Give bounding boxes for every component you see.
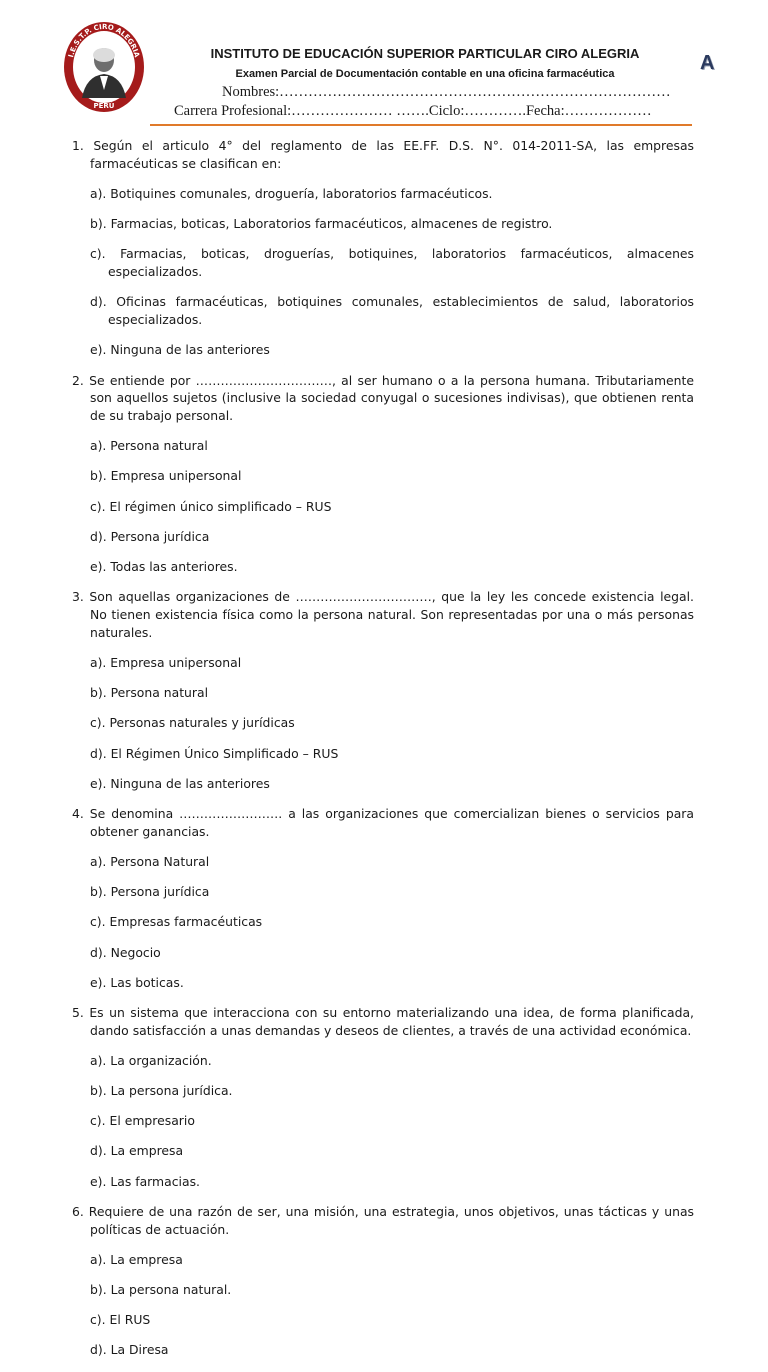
question-stem: 5. Es un sistema que interacciona con su entorno materializando una idea, de forma planificada, dando satisfacción a unas demandas y deseos de clientes, a través de una actividad económica.	[72, 1004, 694, 1038]
answer-option[interactable]: c). El RUS	[90, 1312, 151, 1328]
question-stem: 4. Se denomina ……………………. a las organizaciones que comercializan bienes o servicios para obtener ganancias.	[72, 805, 694, 839]
answer-option[interactable]: d). Persona jurídica	[90, 528, 210, 544]
answer-option[interactable]: a). Persona natural	[90, 438, 208, 454]
answer-option[interactable]: c). Personas naturales y jurídicas	[90, 715, 295, 731]
answer-option[interactable]: e). Ninguna de las anteriores	[90, 775, 270, 791]
exam-version: A	[700, 52, 715, 74]
exam-title: Examen Parcial de Documentación contable en una oficina farmacéutica	[235, 68, 615, 80]
exam-header	[0, 0, 768, 132]
question-2	[72, 372, 694, 576]
answer-option[interactable]: b). Persona natural	[90, 685, 209, 701]
answer-option[interactable]: b). Persona jurídica	[90, 884, 210, 900]
answer-option[interactable]: b). La persona natural.	[90, 1281, 232, 1297]
answer-option[interactable]: b). Empresa unipersonal	[90, 468, 242, 484]
question-stem: 1. Según el articulo 4° del reglamento de las EE.FF. D.S. N°. 014-2011-SA, las empresas farmacéuticas se clasifican en:	[72, 138, 694, 171]
exam-questions	[72, 137, 694, 1372]
answer-option[interactable]: a). Empresa unipersonal	[90, 655, 242, 671]
answer-option[interactable]: d). Negocio	[90, 944, 161, 960]
answer-option[interactable]: e). Las boticas.	[90, 974, 184, 990]
names-field[interactable]: Nombres:………………………………………………………………………	[222, 84, 671, 100]
question-4	[72, 805, 694, 992]
answer-option[interactable]: b). Farmacias, boticas, Laboratorios farmacéuticos, almacenes de registro.	[90, 216, 553, 232]
answer-option[interactable]: a). La organización.	[90, 1052, 212, 1068]
institution-name: INSTITUTO DE EDUCACIÓN SUPERIOR PARTICULAR CIRO ALEGRIA	[210, 46, 640, 61]
question-3	[72, 588, 694, 792]
answer-option[interactable]: a). Botiquines comunales, droguería, laboratorios farmacéuticos.	[90, 185, 493, 201]
institution-logo	[62, 20, 146, 114]
career-cycle-date-field[interactable]: Carrera Profesional:………………… …….Ciclo:………….Fecha:………………	[174, 103, 652, 119]
question-6	[72, 1203, 694, 1359]
answer-option[interactable]: c). Farmacias, boticas, droguerías, botiquines, laboratorios farmacéuticos, almacenes especializados.	[90, 246, 694, 280]
answer-option[interactable]: d). La empresa	[90, 1143, 184, 1159]
answer-option[interactable]: d). La Diresa	[90, 1342, 169, 1358]
answer-option[interactable]: c). El empresario	[90, 1113, 195, 1129]
answer-option[interactable]: a). Persona Natural	[90, 853, 210, 869]
answer-option[interactable]: d). Oficinas farmacéuticas, botiquines comunales, establecimientos de salud, laboratorios especializados.	[90, 294, 694, 328]
question-1	[72, 137, 694, 359]
question-stem: 2. Se entiende por ……………………………, al ser humano o a la persona humana. Tributariamente son aquellos sujetos (inclusive la sociedad conyugal o sucesiones indivisas), que obtienen renta de su trabajo personal.	[72, 372, 694, 424]
answer-option[interactable]: e). Todas las anteriores.	[90, 559, 238, 575]
answer-option[interactable]: b). La persona jurídica.	[90, 1083, 233, 1099]
answer-option[interactable]: c). El régimen único simplificado – RUS	[90, 498, 332, 514]
answer-option[interactable]: a). La empresa	[90, 1251, 183, 1267]
question-5	[72, 1004, 694, 1191]
question-stem: 6. Requiere de una razón de ser, una misión, una estrategia, unos objetivos, unas tácticas y unas políticas de actuación.	[72, 1203, 694, 1237]
logo-ring-text: I.E.S.T.P. CIRO ALEGRIA	[67, 22, 141, 59]
answer-option[interactable]: c). Empresas farmacéuticas	[90, 914, 263, 930]
answer-option[interactable]: e). Ninguna de las anteriores	[90, 342, 270, 358]
answer-option[interactable]: d). El Régimen Único Simplificado – RUS	[90, 745, 339, 761]
question-stem: 3. Son aquellas organizaciones de ……………………………, que la ley les concede existencia legal. No tienen existencia física como la persona natural. Son representadas por una o más personas naturales.	[72, 589, 694, 640]
answer-option[interactable]: e). Las farmacias.	[90, 1173, 200, 1189]
header-divider	[150, 124, 692, 126]
logo-bottom-text: PERÚ	[93, 102, 115, 110]
